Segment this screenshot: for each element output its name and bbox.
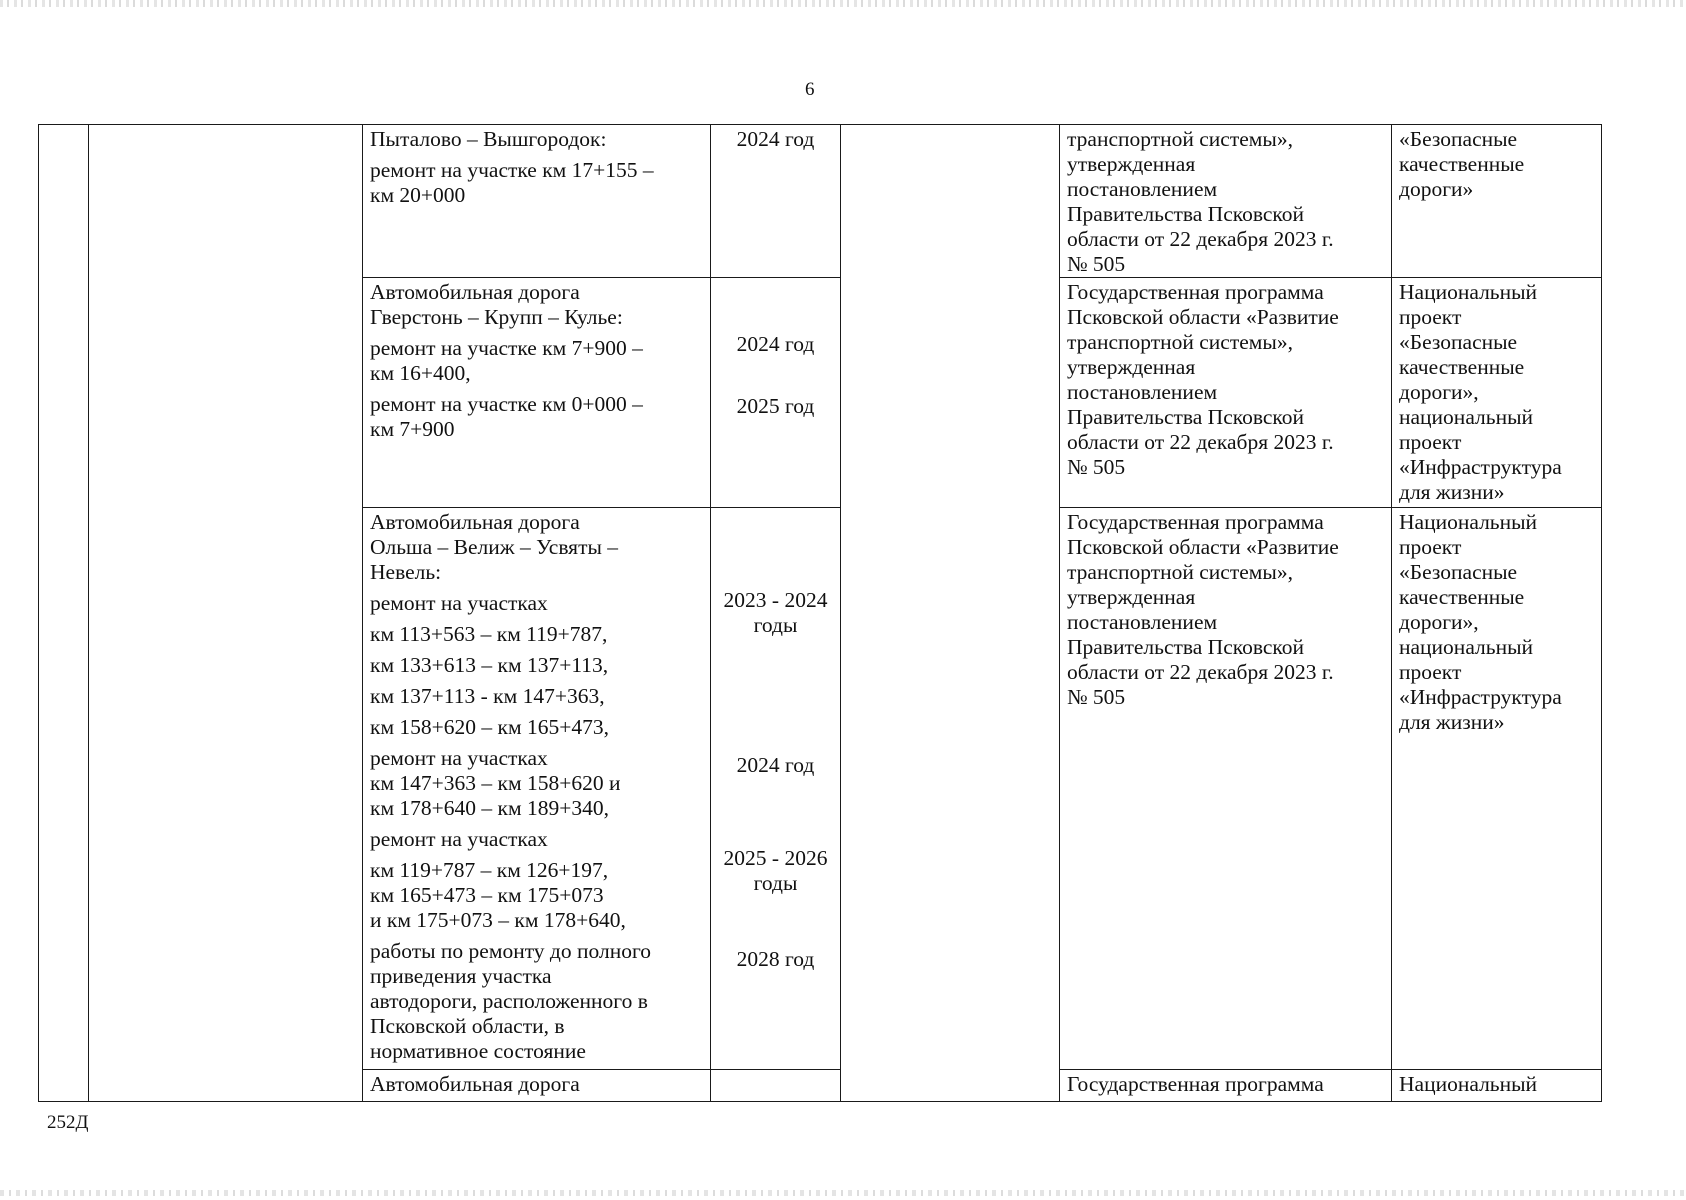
project-line: «Безопасные bbox=[1399, 330, 1518, 354]
object-line: ремонт на участках bbox=[370, 746, 548, 770]
object-line: км 16+400, bbox=[370, 361, 471, 385]
object-line: Ольша – Велиж – Усвяты – bbox=[370, 535, 619, 559]
object-line: км 137+113 - км 147+363, bbox=[370, 684, 605, 708]
year-label: годы bbox=[753, 613, 798, 637]
program-cell bbox=[1060, 1070, 1392, 1102]
year-label: 2025 год bbox=[736, 394, 815, 418]
roads-table bbox=[38, 124, 1602, 1102]
year-label: 2024 год bbox=[736, 332, 815, 356]
program-line: области от 22 декабря 2023 г. bbox=[1067, 660, 1334, 684]
years-cell bbox=[711, 278, 841, 508]
object-line: ремонт на участке км 7+900 – bbox=[370, 336, 643, 360]
object-line: км 7+900 bbox=[370, 417, 455, 441]
project-line: проект bbox=[1399, 660, 1462, 684]
object-line: Гверстонь – Крупп – Кулье: bbox=[370, 305, 623, 329]
project-line: Национальный bbox=[1399, 510, 1538, 534]
scan-edge-top bbox=[0, 0, 1686, 7]
year-label: 2024 год bbox=[736, 753, 815, 777]
object-line: км 113+563 – км 119+787, bbox=[370, 622, 608, 646]
program-line: утвержденная bbox=[1067, 585, 1196, 609]
empty-column bbox=[841, 125, 1060, 1102]
project-line: национальный bbox=[1399, 405, 1534, 429]
program-line: Государственная программа bbox=[1067, 510, 1324, 534]
object-line: Автомобильная дорога bbox=[370, 1072, 580, 1096]
program-line: Правительства Псковской bbox=[1067, 202, 1305, 226]
program-line: Псковской области «Развитие bbox=[1067, 305, 1339, 329]
program-line: области от 22 декабря 2023 г. bbox=[1067, 227, 1334, 251]
program-line: транспортной системы», bbox=[1067, 560, 1293, 584]
object-line: км 178+640 – км 189+340, bbox=[370, 796, 609, 820]
project-line: качественные bbox=[1399, 585, 1525, 609]
name-column bbox=[89, 125, 363, 1102]
project-line: дороги», bbox=[1399, 610, 1479, 634]
project-cell bbox=[1392, 125, 1602, 278]
object-cell bbox=[363, 1070, 711, 1102]
program-line: транспортной системы», bbox=[1067, 127, 1293, 151]
object-line: Автомобильная дорога bbox=[370, 280, 580, 304]
project-line: «Безопасные bbox=[1399, 560, 1518, 584]
program-cell bbox=[1060, 125, 1392, 278]
object-line: км 119+787 – км 126+197, bbox=[370, 858, 609, 882]
project-line: для жизни» bbox=[1399, 710, 1505, 734]
program-line: утвержденная bbox=[1067, 355, 1196, 379]
project-cell bbox=[1392, 508, 1602, 1070]
object-line: км 147+363 – км 158+620 и bbox=[370, 771, 621, 795]
project-line: Национальный bbox=[1399, 1072, 1538, 1096]
object-line: и км 175+073 – км 178+640, bbox=[370, 908, 626, 932]
project-line: проект bbox=[1399, 305, 1462, 329]
object-line: ремонт на участке км 0+000 – bbox=[370, 392, 643, 416]
year-label: 2024 год bbox=[736, 127, 815, 151]
program-line: № 505 bbox=[1067, 685, 1126, 709]
scan-edge-bottom bbox=[0, 1190, 1686, 1196]
object-line: км 20+000 bbox=[370, 183, 466, 207]
year-label: 2028 год bbox=[736, 947, 815, 971]
object-line: Пыталово – Вышгородок: bbox=[370, 127, 607, 151]
project-line: Национальный bbox=[1399, 280, 1538, 304]
object-line: км 165+473 – км 175+073 bbox=[370, 883, 604, 907]
object-cell bbox=[363, 278, 711, 508]
object-line: нормативное состояние bbox=[370, 1039, 586, 1063]
object-line: км 133+613 – км 137+113, bbox=[370, 653, 609, 677]
project-line: дороги» bbox=[1399, 177, 1474, 201]
year-label: 2023 - 2024 bbox=[723, 588, 828, 612]
object-line: автодороги, расположенного в bbox=[370, 989, 648, 1013]
project-line: «Безопасные bbox=[1399, 127, 1518, 151]
project-line: проект bbox=[1399, 535, 1462, 559]
table-row bbox=[39, 125, 1602, 278]
object-line: работы по ремонту до полного bbox=[370, 939, 651, 963]
program-line: № 505 bbox=[1067, 455, 1126, 479]
year-label: 2025 - 2026 bbox=[723, 846, 828, 870]
program-line: № 505 bbox=[1067, 252, 1126, 276]
program-cell bbox=[1060, 508, 1392, 1070]
program-line: Государственная программа bbox=[1067, 280, 1324, 304]
page-number: 6 bbox=[805, 79, 815, 100]
project-line: для жизни» bbox=[1399, 480, 1505, 504]
object-line: ремонт на участке км 17+155 – bbox=[370, 158, 654, 182]
program-cell bbox=[1060, 278, 1392, 508]
program-line: области от 22 декабря 2023 г. bbox=[1067, 430, 1334, 454]
object-line: Невель: bbox=[370, 560, 442, 584]
object-line: приведения участка bbox=[370, 964, 552, 988]
object-line: Автомобильная дорога bbox=[370, 510, 580, 534]
object-line: ремонт на участках bbox=[370, 591, 548, 615]
object-line: км 158+620 – км 165+473, bbox=[370, 715, 609, 739]
program-line: постановлением bbox=[1067, 380, 1218, 404]
project-line: качественные bbox=[1399, 355, 1525, 379]
object-cell bbox=[363, 125, 711, 278]
project-line: «Инфраструктура bbox=[1399, 685, 1562, 709]
year-label: годы bbox=[753, 871, 798, 895]
program-line: транспортной системы», bbox=[1067, 330, 1293, 354]
program-line: постановлением bbox=[1067, 610, 1218, 634]
years-cell bbox=[711, 125, 841, 278]
object-cell bbox=[363, 508, 711, 1070]
program-line: постановлением bbox=[1067, 177, 1218, 201]
program-line: Псковской области «Развитие bbox=[1067, 535, 1339, 559]
years-cell bbox=[711, 1070, 841, 1102]
project-cell bbox=[1392, 1070, 1602, 1102]
program-line: Правительства Псковской bbox=[1067, 635, 1305, 659]
document-code: 252Д bbox=[47, 1112, 89, 1133]
object-line: ремонт на участках bbox=[370, 827, 548, 851]
program-line: утвержденная bbox=[1067, 152, 1196, 176]
project-line: дороги», bbox=[1399, 380, 1479, 404]
years-cell bbox=[711, 508, 841, 1070]
project-line: проект bbox=[1399, 430, 1462, 454]
number-column bbox=[39, 125, 89, 1102]
program-line: Государственная программа bbox=[1067, 1072, 1324, 1096]
project-line: качественные bbox=[1399, 152, 1525, 176]
project-line: национальный bbox=[1399, 635, 1534, 659]
project-cell bbox=[1392, 278, 1602, 508]
program-line: Правительства Псковской bbox=[1067, 405, 1305, 429]
object-line: Псковской области, в bbox=[370, 1014, 565, 1038]
project-line: «Инфраструктура bbox=[1399, 455, 1562, 479]
